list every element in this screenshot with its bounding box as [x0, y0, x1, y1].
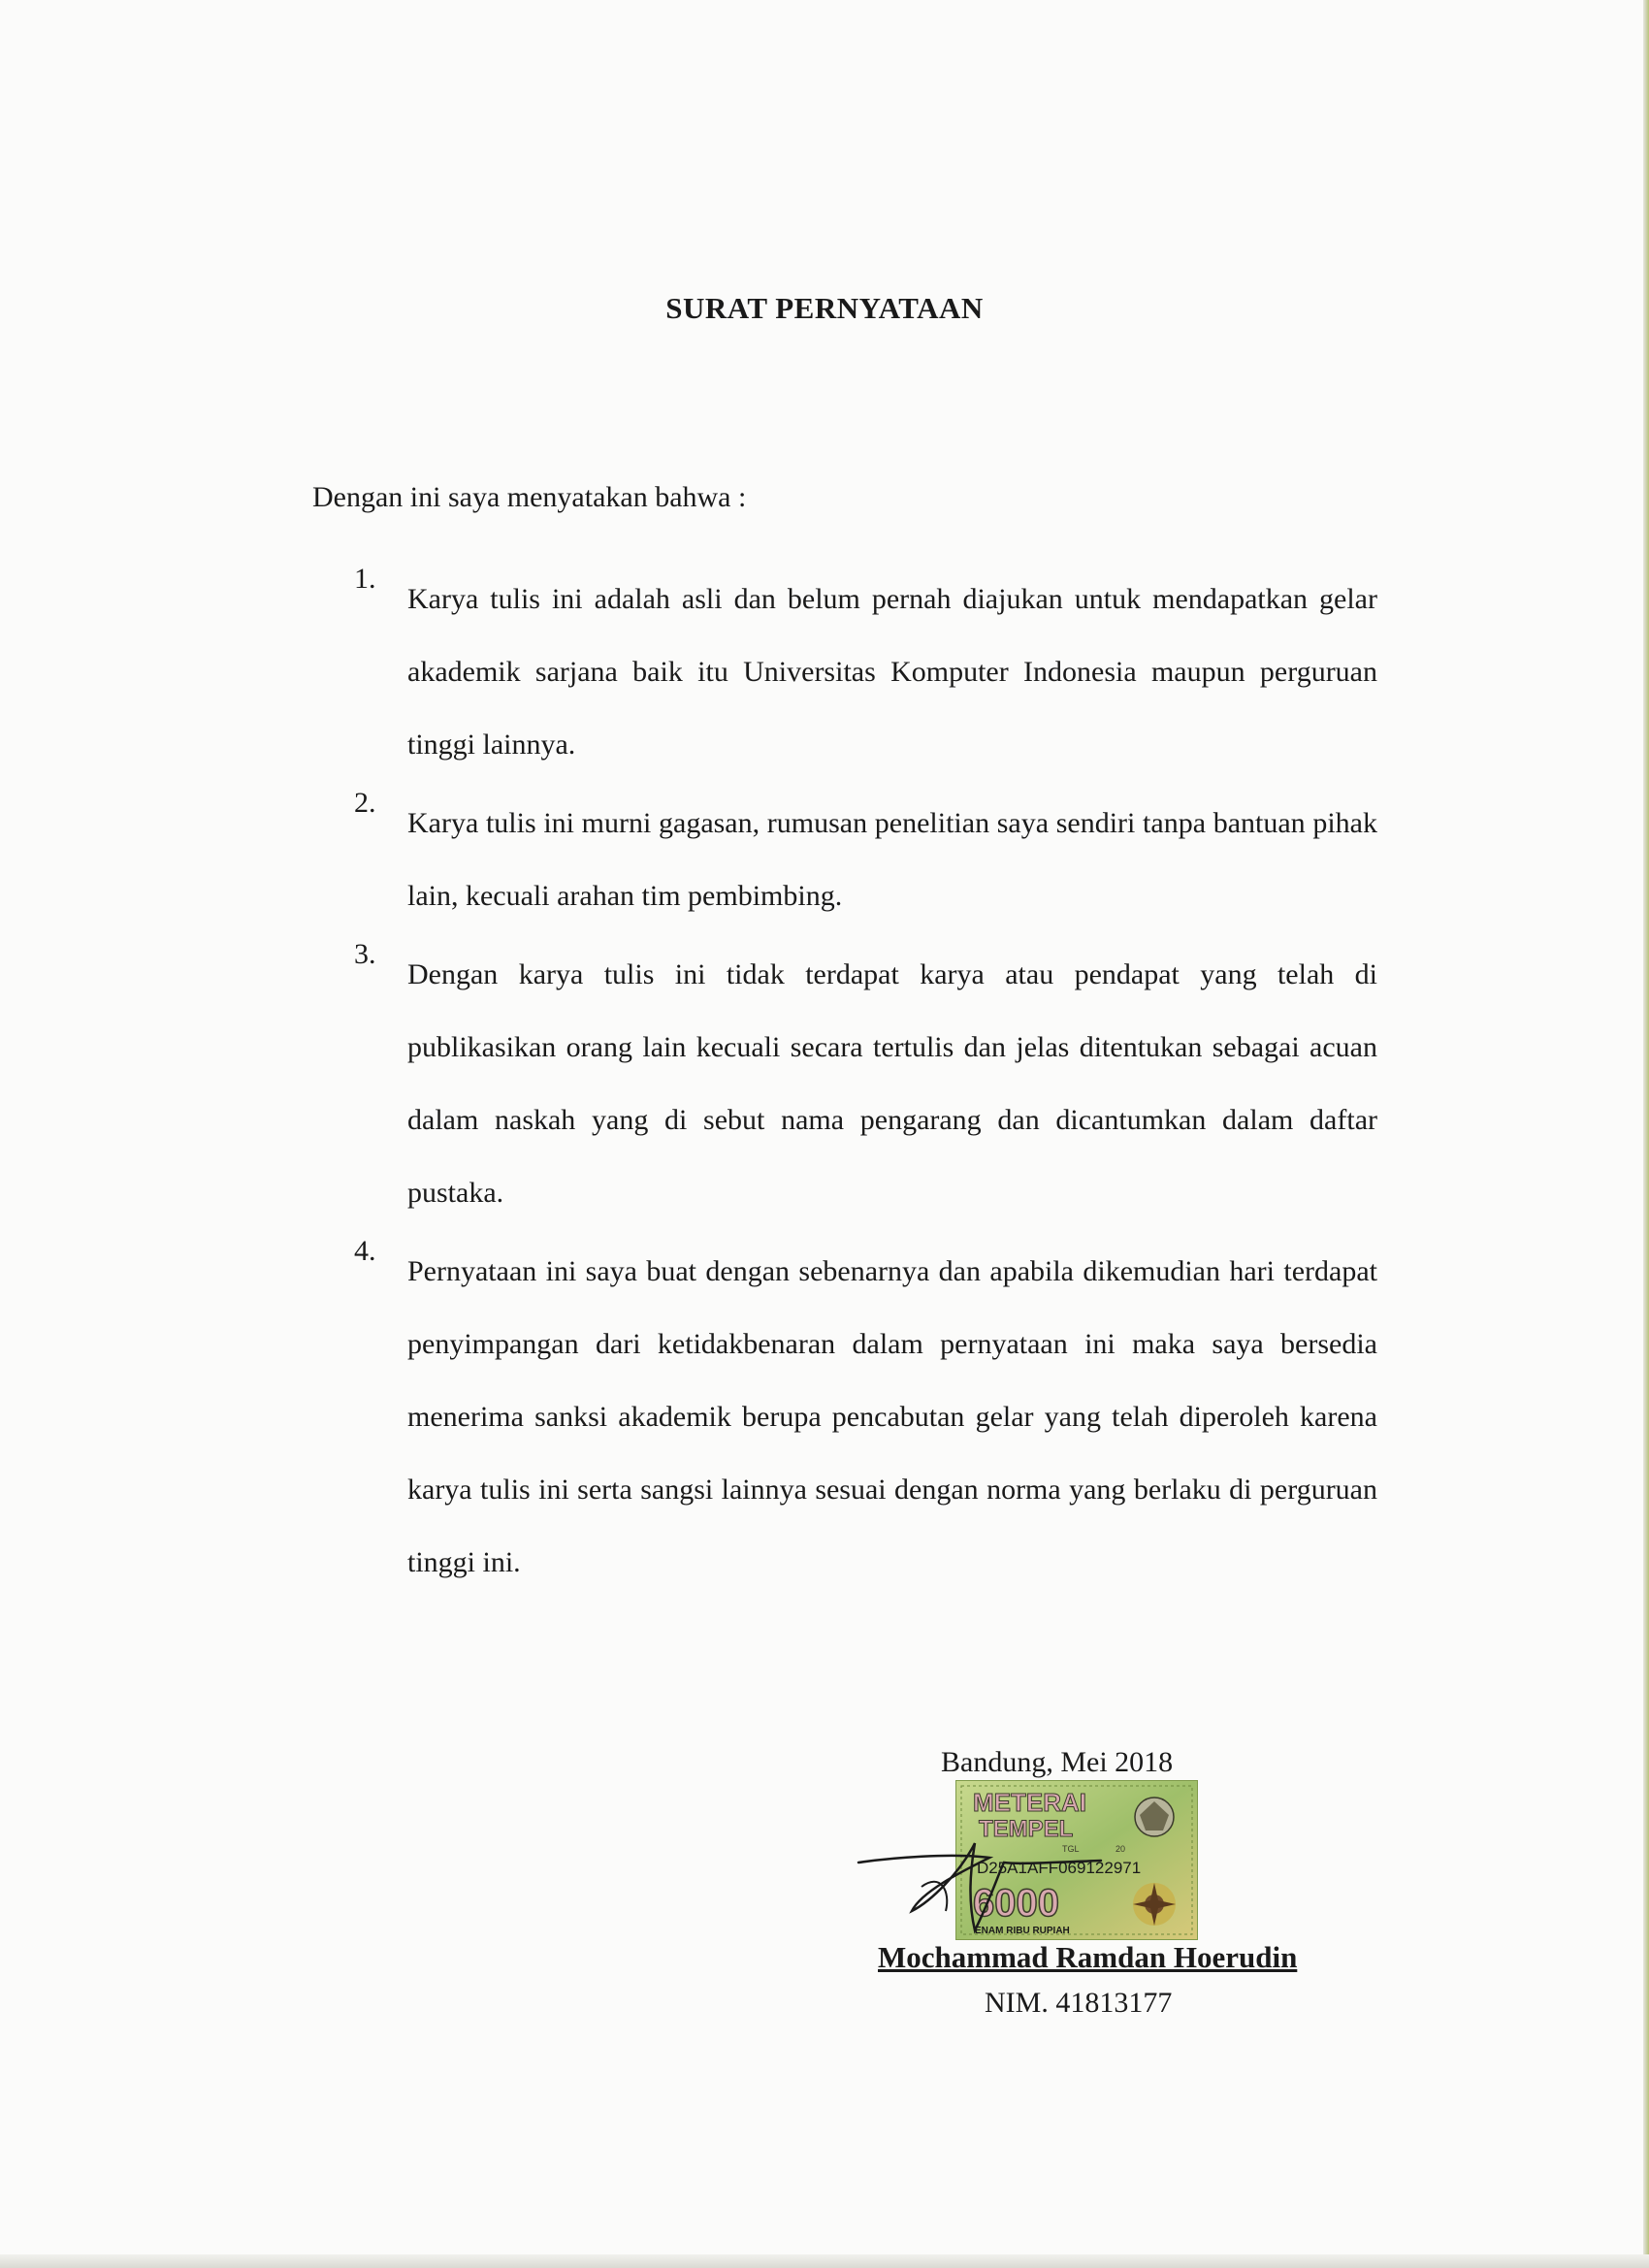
list-item — [344, 938, 1377, 1229]
page-edge-bottom — [0, 2254, 1649, 2268]
item-number: 4. — [354, 1235, 376, 1267]
stamp-line2: TEMPEL — [979, 1816, 1074, 1842]
stamp-tgl: TGL — [1062, 1844, 1080, 1854]
signature-scribble — [854, 1804, 1106, 1950]
item-text: Dengan karya tulis ini tidak terdapat karya atau pendapat yang telah di publikasikan orang lain kecuali secara tertulis dan jelas ditentukan sebagai acuan dalam naskah yang di sebut nama pengarang dan dicantumkan dalam daftar pustaka. — [407, 958, 1377, 1209]
intro-text: Dengan ini saya menyatakan bahwa : — [312, 481, 747, 513]
stamp-value-text: ENAM RIBU RUPIAH — [975, 1926, 1070, 1936]
signer-name: Mochammad Ramdan Hoerudin — [878, 1940, 1298, 1974]
item-number: 3. — [354, 938, 376, 970]
stamp-value: 6000 — [973, 1882, 1059, 1925]
garuda-emblem-icon — [1135, 1798, 1174, 1836]
item-text: Karya tulis ini adalah asli dan belum pernah diajukan untuk mendapatkan gelar akademik sarjana baik itu Universitas Komputer Indonesia maupun perguruan tinggi lainnya. — [407, 583, 1377, 761]
statement-list — [344, 563, 1377, 1604]
stamp-serial: D25A1AFF069122971 — [977, 1859, 1142, 1877]
stamp-line1: METERAI — [973, 1788, 1086, 1817]
item-number: 1. — [354, 563, 376, 595]
item-number: 2. — [354, 787, 376, 819]
item-text: Pernyataan ini saya buat dengan sebenarnya dan apabila dikemudian hari terdapat penyimpangan dari ketidakbenaran dalam pernyataan ini maka saya bersedia menerima sanksi akademik berupa pencabutan gelar yang telah diperoleh karena karya tulis ini serta sangsi lainnya sesuai dengan norma yang berlaku di perguruan tinggi ini. — [407, 1255, 1377, 1578]
list-item — [344, 1235, 1377, 1599]
document-title: SURAT PERNYATAAN — [665, 291, 984, 325]
signer-nim: NIM. 41813177 — [985, 1987, 1173, 2019]
page-edge-right — [1643, 0, 1649, 2268]
item-text: Karya tulis ini murni gagasan, rumusan penelitian saya sendiri tanpa bantuan pihak lain, kecuali arahan tim pembimbing. — [407, 807, 1377, 912]
signature-block — [854, 1736, 1358, 2047]
place-date: Bandung, Mei 2018 — [941, 1746, 1174, 1778]
stamp-year: 20 — [1116, 1844, 1126, 1854]
flower-ornament-icon — [1133, 1883, 1176, 1926]
list-item — [344, 563, 1377, 781]
list-item — [344, 787, 1377, 932]
